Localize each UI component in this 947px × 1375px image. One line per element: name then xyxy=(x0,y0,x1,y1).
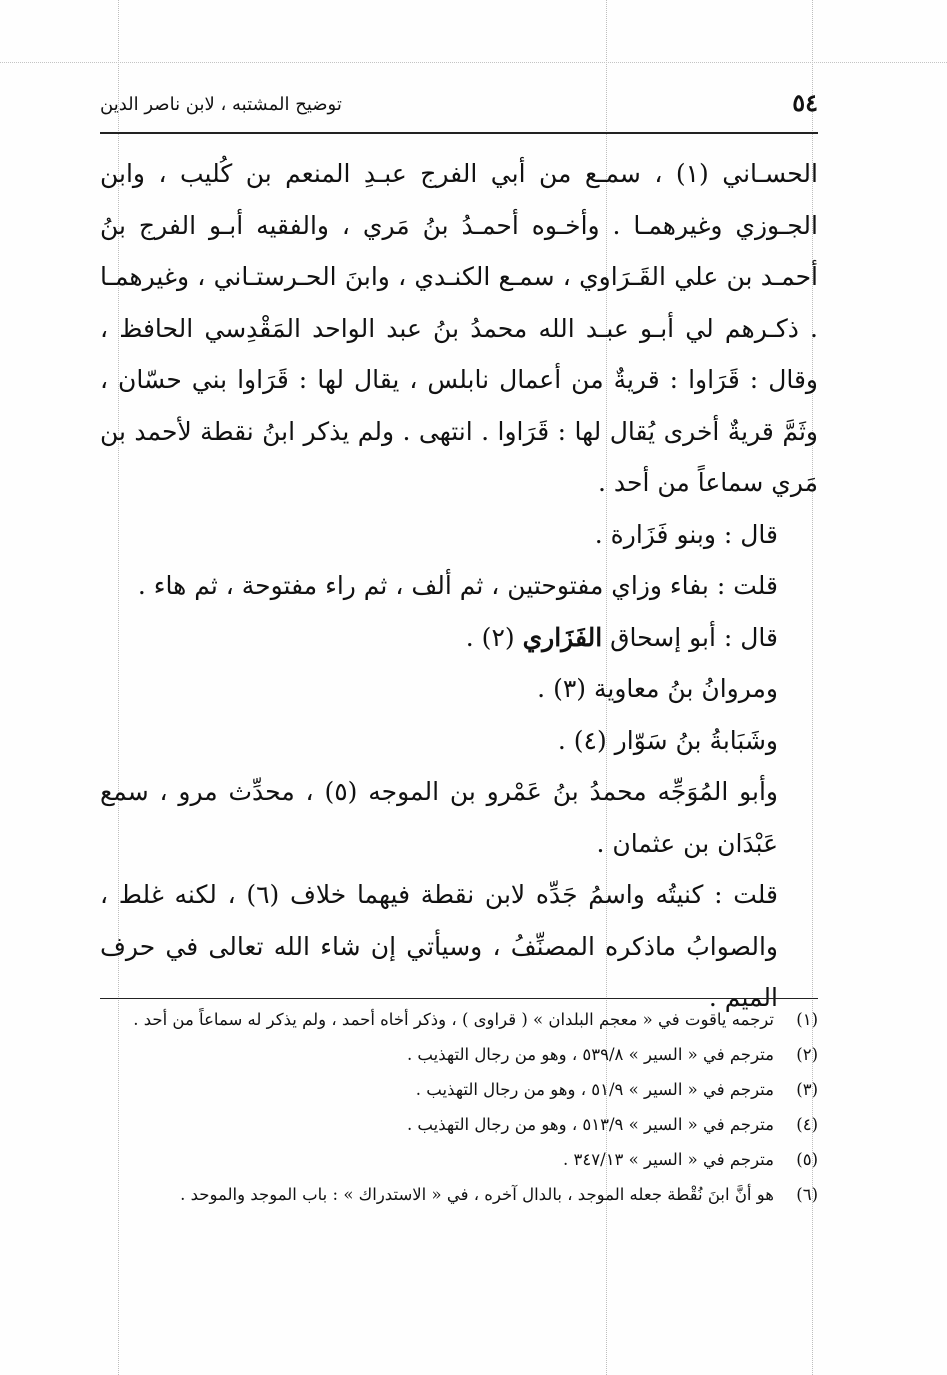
footnote xyxy=(100,1111,818,1138)
paragraph: الحسـاني (١) ، سمـع من أبي الفرج عبـدِ المنعم بن كُليب ، وابن الجـوزي وغيرهمـا . وأخـوه أحمـدُ بنُ مَري ، والفقيه أبـو الفرج بنُ أحمـد بن علي القَـرَاوي ، سمـع الكنـدي ، وابنَ الحـرستـاني ، وغيرهمـا . ذكـرهم لي أبـو عبـد الله محمدُ بنُ عبد الواحد المَقْدِسي الحافظ ، وقال : قَرَاوا : قريةٌ من أعمال نابلس ، يقال لها : قَرَاوا بني حسّان ، وثَمَّ قريةٌ أخرى يُقال لها : قَرَاوا . انتهى . ولم يذكر ابنُ نقطة لأحمد بن مَري سماعاً من أحد . xyxy=(100,159,818,497)
footnote-number: (٥) xyxy=(796,1150,818,1169)
paragraph: وأبو المُوَجِّه محمدُ بنُ عَمْرو بن الموجه (٥) ، محدِّث مرو ، سمع عَبْدَان بن عثمان . xyxy=(100,777,778,858)
footnote-text: مترجم في « السير » ٥١/٩ ، وهو من رجال التهذيب . xyxy=(415,1080,774,1099)
footnote-number: (٣) xyxy=(796,1080,818,1099)
footnote-text: مترجم في « السير » ٣٤٧/١٣ . xyxy=(563,1150,774,1169)
paragraph: قلت : بفاء وزاي مفتوحتين ، ثم ألف ، ثم راء مفتوحة ، ثم هاء . xyxy=(137,571,778,600)
footnote xyxy=(100,1146,818,1173)
page-number: ٥٤ xyxy=(792,88,818,117)
footnote-text: مترجم في « السير » ٥١٣/٩ ، وهو من رجال التهذيب . xyxy=(406,1115,774,1134)
paragraph: قلت : كنيتُه واسمُ جَدِّه لابن نقطة فيهما خلاف (٦) ، لكنه غلط ، والصوابُ ماذكره المصنِّفُ ، وسيأتي إن شاء الله تعالى في حرف الميم . xyxy=(100,880,778,1012)
footnotes xyxy=(100,1006,818,1216)
paragraph: قال : وبنو فَزَارة . xyxy=(594,519,778,549)
running-title: توضيح المشتبه ، لابن ناصر الدين xyxy=(100,94,342,115)
footnote xyxy=(100,1076,818,1103)
footnote xyxy=(100,1181,818,1208)
scan-guide-line xyxy=(0,62,947,63)
footnote-number: (١) xyxy=(796,1010,818,1029)
footnote-number: (٦) xyxy=(796,1185,818,1204)
footnote-text: ترجمه ياقوت في « معجم البلدان » ( قراوى ) ، وذكر أخاه أحمد ، ولم يذكر له سماعاً من أحد . xyxy=(133,1010,774,1029)
text-segment: قال : أبو إسحاق xyxy=(610,622,778,652)
footnote xyxy=(100,1006,818,1033)
paragraph: وشَبَابةُ بنُ سَوّار (٤) . xyxy=(557,725,778,755)
footnote-number: (٤) xyxy=(796,1115,818,1134)
footnote-text: هو أنَّ ابنَ نُقْطة جعله الموجد ، بالدال آخره ، في « الاستدراك » : باب الموجد والموحد . xyxy=(180,1185,774,1204)
header-rule xyxy=(100,132,818,134)
main-text xyxy=(100,148,818,1024)
footnote-number: (٢) xyxy=(796,1045,818,1064)
footnote xyxy=(100,1041,818,1068)
footnote-rule xyxy=(100,998,818,999)
text-segment: (٢) . xyxy=(465,622,515,652)
paragraph: ومروانُ بنُ معاوية (٣) . xyxy=(537,674,778,703)
highlighted-name: الفَزَاري xyxy=(522,622,603,652)
paragraph xyxy=(100,612,818,664)
footnote-text: مترجم في « السير » ٥٣٩/٨ ، وهو من رجال التهذيب . xyxy=(406,1045,774,1064)
page-header xyxy=(100,88,818,128)
